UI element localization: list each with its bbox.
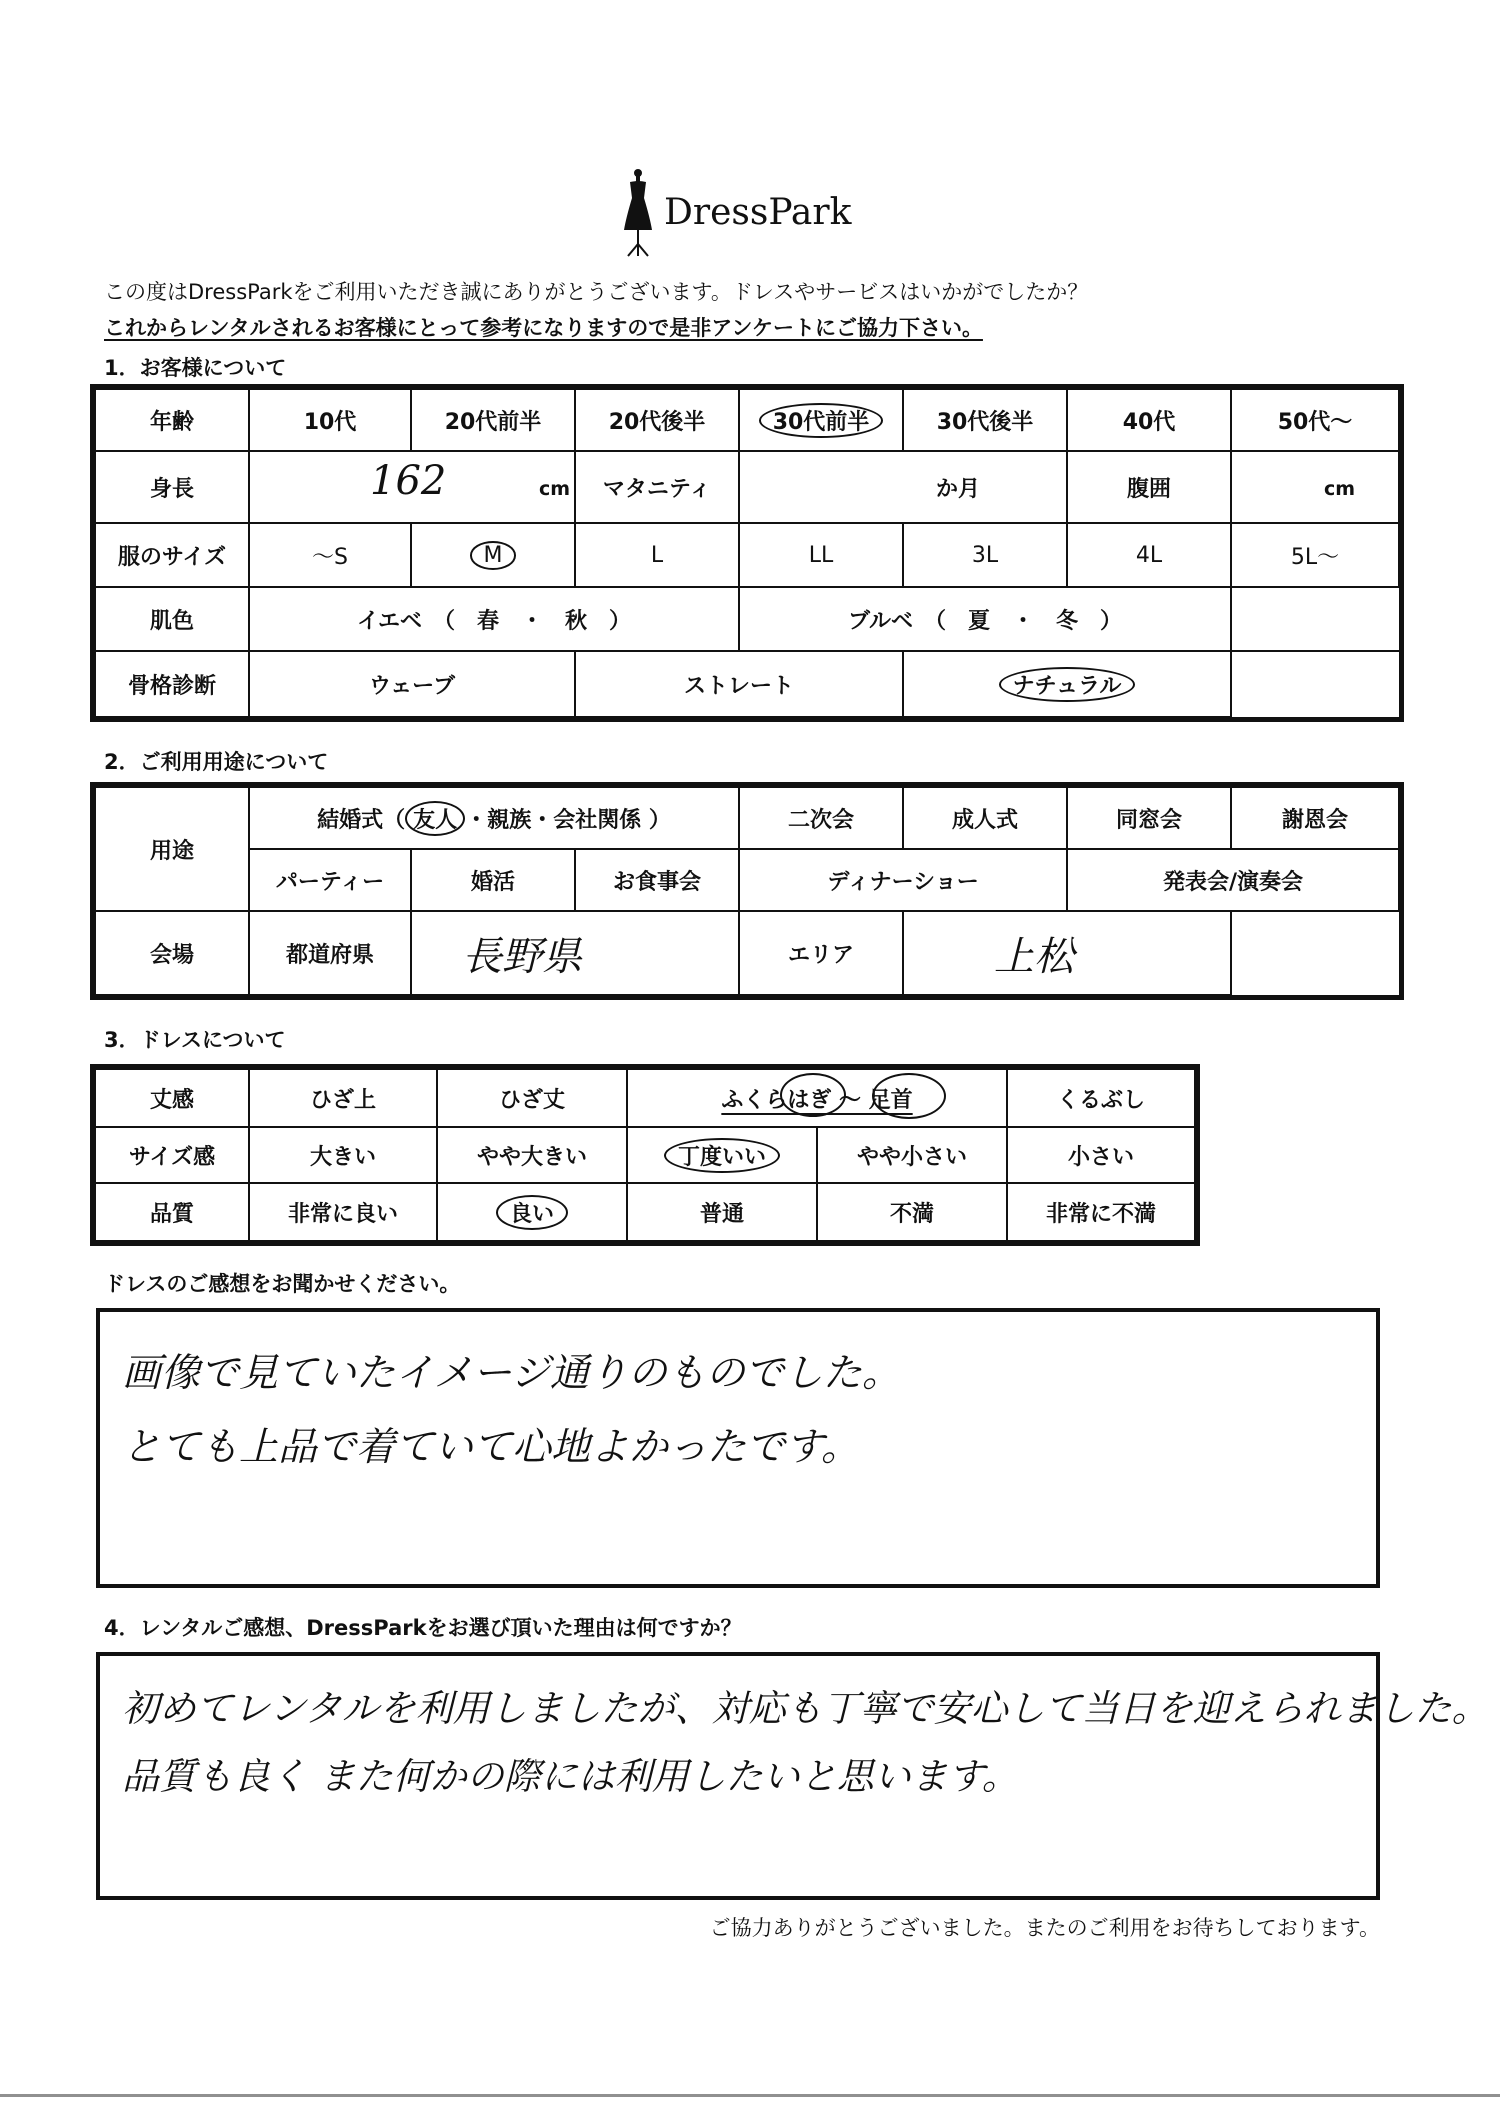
length-option[interactable]: ひざ丈 [437, 1069, 627, 1127]
fit-row [95, 1127, 1195, 1183]
frame-option-selected[interactable] [903, 651, 1231, 717]
purpose-option[interactable]: 発表会/演奏会 [1067, 849, 1399, 911]
frame-option[interactable]: ウェーブ [249, 651, 575, 717]
area-label: エリア [739, 911, 903, 995]
prefecture-value: 長野県 [462, 933, 582, 980]
maternity-label: マタニティ [575, 451, 739, 523]
quality-option[interactable]: 普通 [627, 1183, 817, 1241]
scan-edge [0, 2094, 1500, 2097]
waist-field[interactable] [1231, 451, 1399, 523]
wedding-option[interactable]: 結婚式（ 友人 ・親族・会社関係 ） [249, 787, 739, 849]
venue-label: 会場 [95, 911, 249, 995]
age-option[interactable]: 10代 [249, 389, 411, 451]
length-option-selected[interactable]: ふくらはぎ ～ 足首 [627, 1069, 1007, 1127]
impression-line: 画像で見ていたイメージ通りのものでした。 [122, 1351, 901, 1396]
age-option-selected[interactable] [739, 389, 903, 451]
intro-line-1: この度はDressParkをご利用いただき誠にありがとうございます。ドレスやサービスはいかがでしたか？ [104, 280, 1089, 304]
size-option[interactable]: 5L～ [1231, 523, 1399, 587]
area-field[interactable] [903, 911, 1231, 995]
fit-label: サイズ感 [95, 1127, 249, 1183]
reason-box[interactable] [96, 1652, 1489, 1900]
quality-option[interactable]: 非常に不満 [1007, 1183, 1195, 1241]
purpose-option[interactable]: 謝恩会 [1231, 787, 1399, 849]
purpose-row-2 [95, 849, 1399, 911]
selection-circle: 30代前半 [759, 403, 884, 438]
age-option[interactable]: 50代～ [1231, 389, 1399, 451]
impression-box[interactable] [96, 1308, 1380, 1588]
customer-table [94, 388, 1400, 718]
section4-title: 4．レンタルご感想、DressParkをお選び頂いた理由は何ですか？ [104, 1616, 742, 1640]
selection-circle: 友人 [405, 801, 465, 836]
purpose-option[interactable]: ディナーショー [739, 849, 1067, 911]
age-option[interactable]: 20代前半 [411, 389, 575, 451]
quality-row [95, 1183, 1195, 1241]
length-label: 丈感 [95, 1069, 249, 1127]
selection-circle: M [470, 541, 517, 570]
height-row [95, 451, 1399, 523]
skin-row [95, 587, 1399, 651]
size-option[interactable]: 3L [903, 523, 1067, 587]
impression-line: とても上品で着ていて心地よかったです。 [122, 1425, 860, 1470]
fit-option[interactable]: やや大きい [437, 1127, 627, 1183]
height-unit: cm [538, 478, 570, 500]
size-option[interactable]: L [575, 523, 739, 587]
circle-mark [780, 1073, 846, 1117]
reason-line: 品質も良く また何かの際には利用したいと思います。 [122, 1755, 1019, 1798]
skin-warm-option[interactable]: イエベ （ 春 ・ 秋 ） [249, 587, 739, 651]
quality-option[interactable]: 不満 [817, 1183, 1007, 1241]
purpose-label: 用途 [95, 787, 249, 911]
length-option[interactable]: ひざ上 [249, 1069, 437, 1127]
waist-unit: cm [1324, 478, 1356, 500]
section3-title: 3．ドレスについて [104, 1028, 286, 1052]
age-option[interactable]: 20代後半 [575, 389, 739, 451]
usage-table [94, 786, 1400, 996]
frame-label: 骨格診断 [95, 651, 249, 717]
waist-label: 腹囲 [1067, 451, 1231, 523]
intro-line-2: これからレンタルされるお客様にとって参考になりますので是非アンケートにご協力下さい。 [104, 316, 983, 340]
size-option-selected[interactable] [411, 523, 575, 587]
selection-circle: 良い [496, 1195, 568, 1230]
size-row [95, 523, 1399, 587]
purpose-option[interactable]: 婚活 [411, 849, 575, 911]
section1-title: 1．お客様について [104, 356, 287, 380]
size-option[interactable]: ～S [249, 523, 411, 587]
skin-cool-option[interactable]: ブルベ （ 夏 ・ 冬 ） [739, 587, 1231, 651]
prefecture-field[interactable] [411, 911, 739, 995]
purpose-option[interactable]: 同窓会 [1067, 787, 1231, 849]
footer-thanks: ご協力ありがとうございました。またのご利用をお待ちしております。 [709, 1916, 1380, 1940]
circle-mark [872, 1073, 946, 1119]
height-field[interactable] [249, 451, 575, 523]
fit-option[interactable]: 小さい [1007, 1127, 1195, 1183]
frame-row [95, 651, 1399, 717]
length-row [95, 1069, 1195, 1127]
maternity-field[interactable] [739, 451, 1067, 523]
impression-title: ドレスのご感想をお聞かせください。 [104, 1272, 461, 1296]
age-label: 年齢 [95, 389, 249, 451]
skin-label: 肌色 [95, 587, 249, 651]
fit-option[interactable]: 大きい [249, 1127, 437, 1183]
purpose-row-1 [95, 787, 1399, 849]
selection-circle: 丁度いい [664, 1138, 780, 1173]
quality-option-selected[interactable] [437, 1183, 627, 1241]
area-value: 上松 [994, 933, 1075, 980]
venue-row [95, 911, 1399, 995]
size-label: 服のサイズ [95, 523, 249, 587]
fit-option[interactable]: やや小さい [817, 1127, 1007, 1183]
quality-option[interactable]: 非常に良い [249, 1183, 437, 1241]
age-option[interactable]: 40代 [1067, 389, 1231, 451]
dress-table [94, 1068, 1196, 1242]
height-label: 身長 [95, 451, 249, 523]
purpose-option[interactable]: 成人式 [903, 787, 1067, 849]
purpose-option[interactable]: お食事会 [575, 849, 739, 911]
size-option[interactable]: 4L [1067, 523, 1231, 587]
age-option[interactable]: 30代後半 [903, 389, 1067, 451]
length-option[interactable]: くるぶし [1007, 1069, 1195, 1127]
purpose-option[interactable]: 二次会 [739, 787, 903, 849]
quality-label: 品質 [95, 1183, 249, 1241]
height-value: 162 [370, 458, 447, 504]
purpose-option[interactable]: パーティー [249, 849, 411, 911]
frame-option[interactable]: ストレート [575, 651, 903, 717]
section2-title: 2．ご利用用途について [104, 750, 329, 774]
size-option[interactable]: LL [739, 523, 903, 587]
prefecture-label: 都道府県 [249, 911, 411, 995]
maternity-unit: か月 [936, 477, 981, 502]
fit-option-selected[interactable] [627, 1127, 817, 1183]
selection-circle: ナチュラル [999, 667, 1136, 702]
reason-line: 初めてレンタルを利用しましたが、対応も丁寧で安心して当日を迎えられました。 [122, 1687, 1489, 1730]
brand-name: DressPark [664, 192, 852, 233]
dress-form-icon [620, 168, 656, 258]
age-row [95, 389, 1399, 451]
